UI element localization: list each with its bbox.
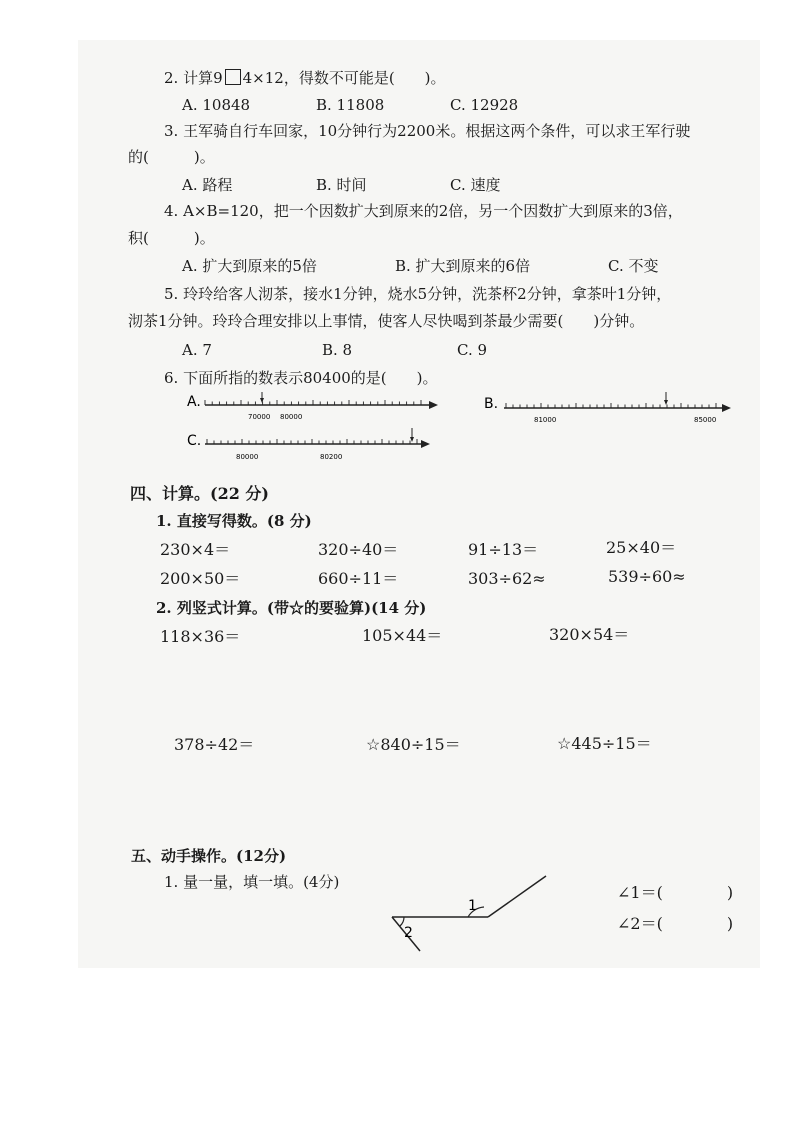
oral-calc-6: 660÷11＝ [318, 569, 399, 588]
angle-1-label: 1 [468, 898, 477, 914]
number-line-b-tick-label-1: 81000 [534, 416, 557, 424]
number-line-c-pointer-tip [410, 437, 414, 442]
q3-option-a: A. 路程 [182, 176, 233, 194]
q5-option-a: A. 7 [182, 341, 212, 359]
oral-calc-8: 539÷60≈ [608, 567, 686, 586]
number-line-a-tick-label-1: 70000 [248, 413, 271, 421]
q2-stem-after: 4×12，得数不可能是( )。 [242, 69, 446, 87]
number-line-c-tick-label-2: 80200 [320, 453, 343, 461]
number-line-c-label: C. [187, 433, 202, 449]
section5-title: 五、动手操作。(12分) [131, 847, 287, 865]
angle-2-answer[interactable]: ∠2＝( ) [617, 914, 734, 933]
section4-part2-title: 2. 列竖式计算。(带☆的要验算)(14 分) [156, 599, 427, 617]
oral-calc-7: 303÷62≈ [468, 569, 546, 588]
q4-option-c: C. 不变 [608, 257, 659, 275]
oral-calc-3: 91÷13＝ [468, 540, 539, 559]
angle-1-ray [488, 876, 546, 917]
angle-figure [392, 876, 546, 951]
angle-2-label: 2 [404, 925, 413, 941]
q3-line1: 3. 王军骑自行车回家，10分钟行为2200米。根据这两个条件，可以求王军行驶 [164, 122, 691, 140]
vertical-calc-4: 378÷42＝ [174, 735, 255, 754]
oral-calc-2: 320÷40＝ [318, 540, 399, 559]
q4-line2: 积( )。 [128, 229, 215, 247]
vertical-calc-1: 118×36＝ [160, 627, 241, 646]
q5-line1: 5. 玲玲给客人沏茶，接水1分钟，烧水5分钟，洗茶杯2分钟，拿茶叶1分钟， [164, 285, 672, 303]
number-line-a-tick-label-2: 80000 [280, 413, 303, 421]
q2-stem-before: 2. 计算9 [164, 69, 223, 87]
number-line-b-tick-label-2: 85000 [694, 416, 717, 424]
number-line-c-tick-label-1: 80000 [236, 453, 259, 461]
number-line-a-pointer-tip [260, 398, 264, 403]
number-line-c-arrowhead [421, 440, 430, 448]
oral-calc-4: 25×40＝ [606, 538, 677, 557]
section4-title: 四、计算。(22 分) [130, 484, 269, 503]
vertical-calc-3: 320×54＝ [549, 625, 630, 644]
number-line-a [187, 392, 438, 421]
number-line-b-arrowhead [722, 404, 731, 412]
q3-option-c: C. 速度 [450, 176, 501, 194]
number-line-b [484, 392, 731, 424]
q3-option-b: B. 时间 [316, 176, 367, 194]
q3-line2: 的( )。 [128, 148, 215, 166]
number-line-b-ticks [506, 403, 716, 408]
q2-option-c: C. 12928 [450, 96, 519, 114]
section4-part1-title: 1. 直接写得数。(8 分) [156, 512, 312, 530]
number-line-c-ticks [207, 439, 417, 444]
vertical-calc-5: ☆840÷15＝ [366, 735, 461, 754]
q4-option-b: B. 扩大到原来的6倍 [395, 257, 531, 275]
number-line-a-arrowhead [429, 401, 438, 409]
q2-option-b: B. 11808 [316, 96, 385, 114]
vertical-calc-2: 105×44＝ [362, 626, 443, 645]
section5-part1-title: 1. 量一量，填一填。(4分) [164, 873, 340, 891]
q5-option-c: C. 9 [457, 341, 488, 359]
vertical-calc-6: ☆445÷15＝ [557, 734, 652, 753]
q4-option-a: A. 扩大到原来的5倍 [182, 257, 317, 275]
q5-line2: 沏茶1分钟。玲玲合理安排以上事情，使客人尽快喝到茶最少需要( )分钟。 [128, 312, 645, 330]
angle-1-answer[interactable]: ∠1＝( ) [617, 883, 734, 902]
number-line-b-label: B. [484, 396, 499, 412]
q2-option-a: A. 10848 [182, 96, 251, 114]
number-line-a-ticks [205, 400, 421, 405]
number-line-a-label: A. [187, 394, 201, 410]
oral-calc-1: 230×4＝ [160, 540, 231, 559]
number-line-c [187, 428, 430, 461]
oral-calc-5: 200×50＝ [160, 569, 241, 588]
q5-option-b: B. 8 [322, 341, 353, 359]
q4-line1: 4. A×B=120，把一个因数扩大到原来的2倍，另一个因数扩大到原来的3倍， [164, 202, 683, 220]
q6-stem: 6. 下面所指的数表示80400的是( )。 [164, 369, 438, 387]
number-line-b-pointer-tip [664, 400, 668, 405]
